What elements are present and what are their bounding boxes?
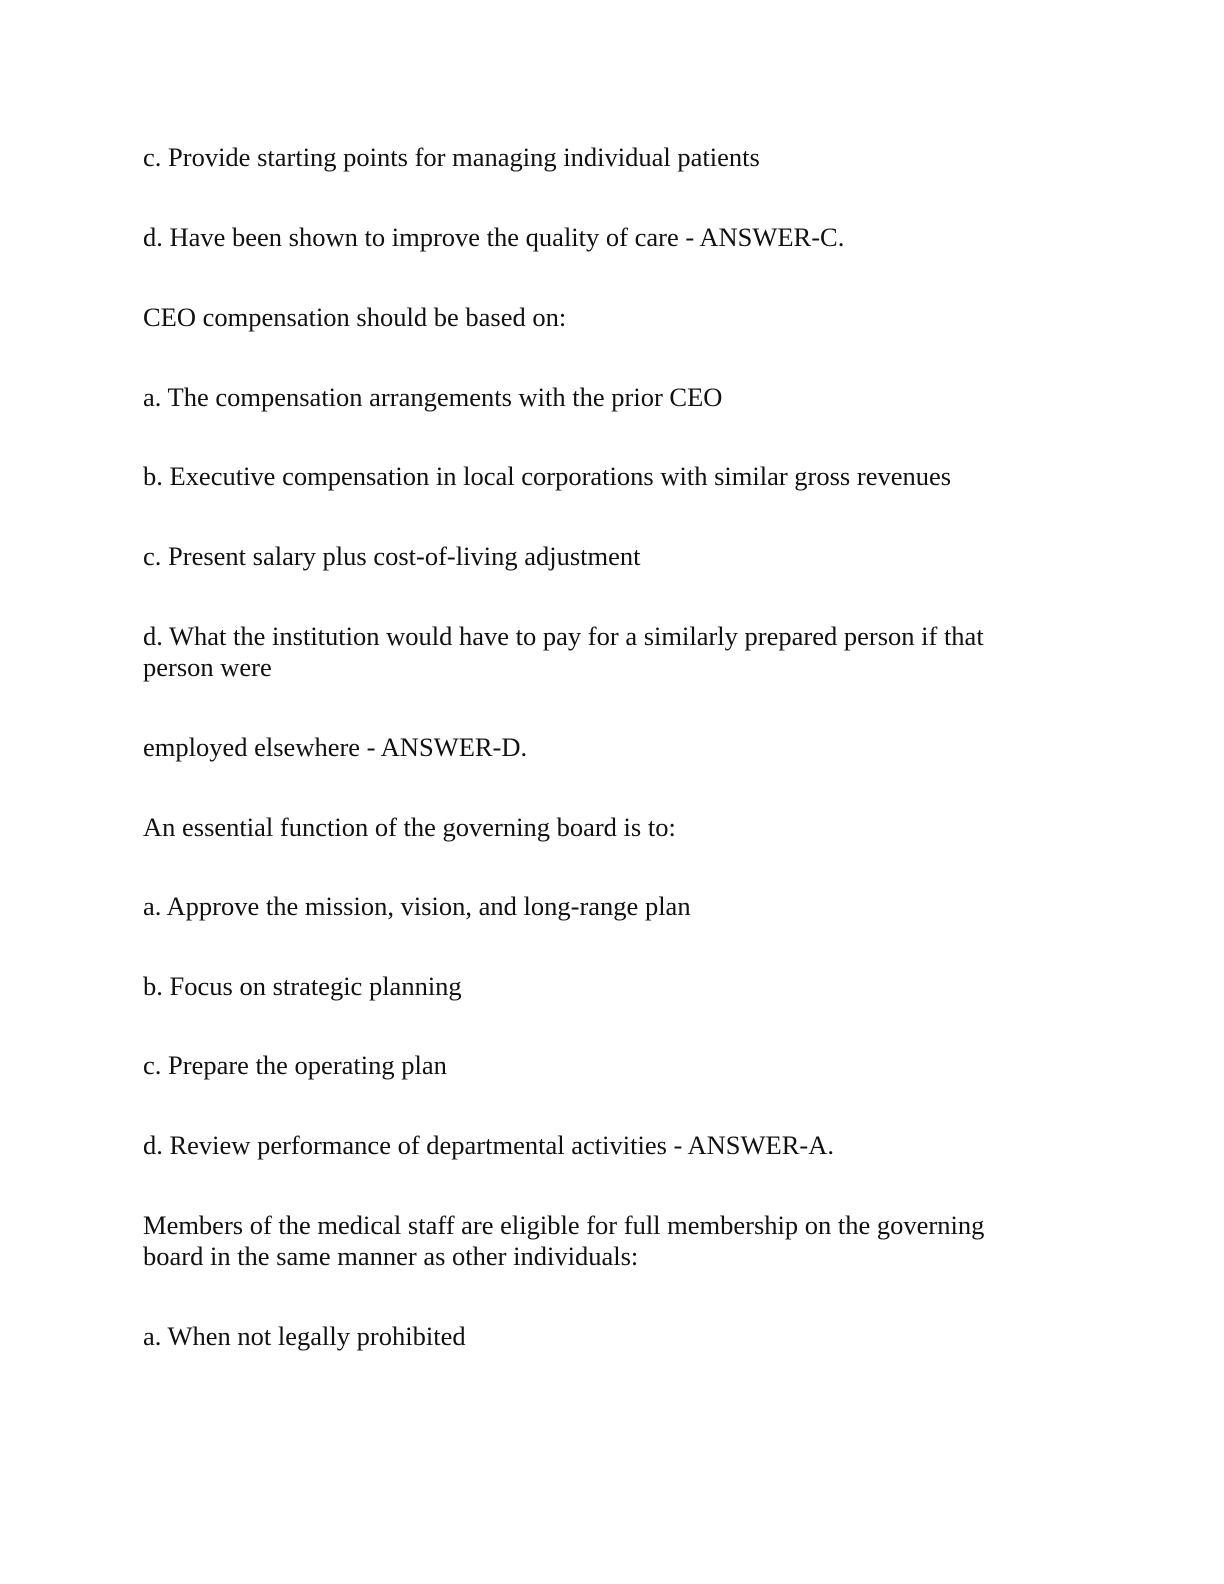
answer-option-a: a. The compensation arrangements with the prior CEO bbox=[143, 382, 723, 412]
question-text: An essential function of the governing board is to: bbox=[143, 812, 676, 842]
answer-option-a: a. Approve the mission, vision, and long-range plan bbox=[143, 891, 691, 921]
answer-option-c: c. Provide starting points for managing individual patients bbox=[143, 142, 760, 172]
answer-option-d: d. Have been shown to improve the quality of care - ANSWER-C. bbox=[143, 222, 845, 252]
answer-option-a: a. When not legally prohibited bbox=[143, 1321, 466, 1351]
answer-option-d-continued: employed elsewhere - ANSWER-D. bbox=[143, 732, 528, 762]
answer-option-c: c. Prepare the operating plan bbox=[143, 1050, 447, 1080]
answer-option-b: b. Focus on strategic planning bbox=[143, 971, 462, 1001]
answer-option-d: d. What the institution would have to pay for a similarly prepared person if that person were bbox=[143, 621, 984, 682]
answer-option-b: b. Executive compensation in local corporations with similar gross revenues bbox=[143, 461, 952, 491]
question-text: CEO compensation should be based on: bbox=[143, 302, 567, 332]
answer-option-c: c. Present salary plus cost-of-living adjustment bbox=[143, 541, 641, 571]
question-text: Members of the medical staff are eligible for full membership on the governing board in the same manner as other individuals: bbox=[143, 1210, 985, 1271]
answer-option-d: d. Review performance of departmental activities - ANSWER-A. bbox=[143, 1130, 834, 1160]
